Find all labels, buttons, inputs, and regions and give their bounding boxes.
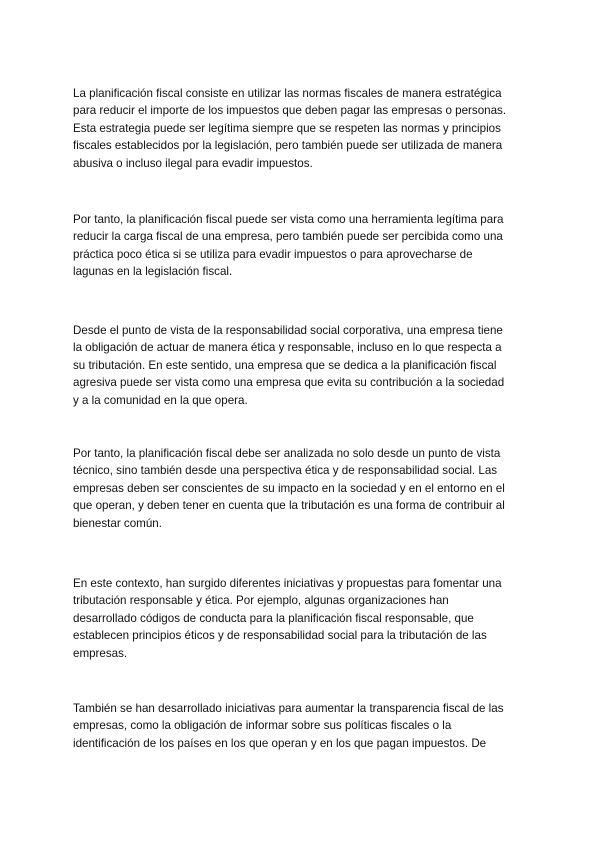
paragraph-6 [73, 700, 533, 752]
text-line: agresiva puede ser vista como una empresa que evita su contribución a la sociedad [73, 376, 505, 390]
paragraph-1 [73, 85, 533, 172]
text-line: establecen principios éticos y de responsabilidad social para la tributación de las [73, 629, 487, 643]
text-line: práctica poco ética si se utiliza para evadir impuestos o para aprovecharse de [73, 247, 473, 261]
text-line: Por tanto, la planificación fiscal puede ser vista como una herramienta legítima para [73, 213, 504, 226]
text-line: técnico, sino también desde una perspectiva ética y de responsabilidad social. Las [73, 464, 498, 478]
text-line: desarrollado códigos de conducta para la planificación fiscal responsable, que [73, 611, 474, 625]
text-line: abusiva o incluso ilegal para evadir impuestos. [73, 156, 313, 170]
paragraph-2 [73, 211, 533, 281]
text-line: La planificación fiscal consiste en utilizar las normas fiscales de manera estratégica [73, 87, 502, 100]
paragraph-3 [73, 322, 533, 409]
text-line: para reducir el importe de los impuestos que deben pagar las empresas o personas. [73, 104, 507, 118]
text-line: empresas deben ser conscientes de su impacto en la sociedad y en el entorno en el [73, 481, 505, 495]
text-line: También se han desarrollado iniciativas para aumentar la transparencia fiscal de las [73, 702, 504, 715]
text-line: bienestar común. [73, 516, 162, 530]
text-line: Por tanto, la planificación fiscal debe ser analizada no solo desde un punto de vista [73, 447, 501, 460]
text-line: su tributación. En este sentido, una empresa que se dedica a la planificación fiscal [73, 358, 497, 372]
text-line: identificación de los países en los que operan y en los que pagan impuestos. De [73, 736, 487, 750]
text-line: que operan, y deben tener en cuenta que la tributación es una forma de contribuir al [73, 499, 505, 513]
text-line: lagunas en la legislación fiscal. [73, 265, 233, 279]
text-line: empresas. [73, 646, 128, 660]
paragraph-5 [73, 575, 533, 662]
text-line: En este contexto, han surgido diferentes iniciativas y propuestas para fomentar una [73, 577, 502, 590]
text-line: empresas, como la obligación de informar sobre sus políticas fiscales o la [73, 719, 452, 733]
text-line: fiscales establecidos por la legislación, pero también puede ser utilizada de manera [73, 139, 503, 153]
text-line: Esta estrategia puede ser legítima siempre que se respeten las normas y principios [73, 121, 501, 135]
text-line: Desde el punto de vista de la responsabilidad social corporativa, una empresa tiene [73, 324, 503, 337]
text-line: y a la comunidad en la que opera. [73, 393, 248, 407]
text-line: la obligación de actuar de manera ética y responsable, incluso en lo que respecta a [73, 341, 502, 355]
text-line: tributación responsable y ética. Por ejemplo, algunas organizaciones han [73, 594, 449, 608]
text-line: reducir la carga fiscal de una empresa, pero también puede ser percibida como una [73, 230, 503, 244]
paragraph-4 [73, 445, 533, 532]
